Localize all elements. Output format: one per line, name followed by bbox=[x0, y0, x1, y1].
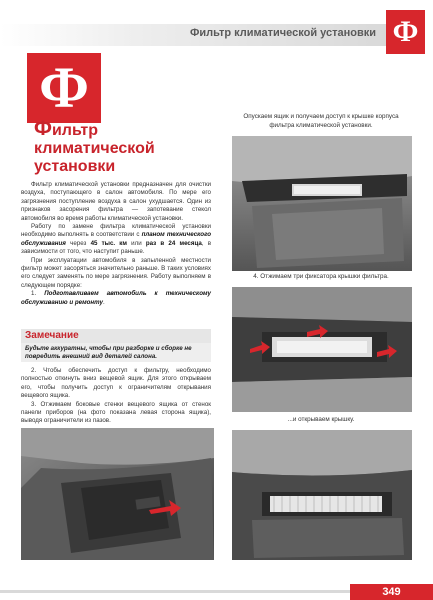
photo-filter-latches bbox=[232, 287, 412, 412]
text: . bbox=[102, 298, 105, 306]
title-first-word: ильтр bbox=[51, 122, 98, 139]
photo-glovebox-side bbox=[21, 428, 214, 560]
left-column-steps bbox=[21, 367, 211, 426]
page-number: 349 bbox=[350, 584, 433, 600]
step-3: 3. Отжимаем боковые стенки вещевого ящика от стенок панели приборов (на фото показана левая сторона ящика), выводя ограничители из пазов. bbox=[21, 400, 211, 425]
step-1 bbox=[21, 290, 211, 307]
step-number: 1. bbox=[31, 290, 45, 298]
footer-rule bbox=[0, 590, 350, 593]
step-2: 2. Чтобы обеспечить доступ к фильтру, необходимо полностью откинуть вниз вещевой ящик. Для этого открываем его, чтобы получить доступ к ограничителям открывания вещевого ящика. bbox=[21, 367, 211, 400]
logo-letter: Ф bbox=[39, 55, 89, 120]
note-text: Будьте аккуратны, чтобы при разборке и сборке не повредить внешний вид деталей салона. bbox=[21, 343, 211, 362]
paragraph-schedule bbox=[21, 223, 211, 257]
text: или bbox=[126, 239, 146, 247]
title-rest: климатической установки bbox=[34, 140, 155, 175]
note-title: Замечание bbox=[21, 329, 211, 343]
photo-illustration bbox=[21, 428, 214, 560]
caption-2: 4. Отжимаем три фиксатора крышки фильтра. bbox=[253, 273, 389, 280]
paragraph-dusty: При эксплуатации автомобиля в запыленной местности фильтр может засоряться значительно раньше. В таких условиях его следует заменять по мере загрязнения. Работу выполняем в следующем порядке: bbox=[21, 256, 211, 289]
section-title bbox=[34, 117, 214, 176]
corner-badge bbox=[386, 10, 425, 54]
photo-glovebox-lowered bbox=[232, 136, 412, 271]
section-logo bbox=[27, 53, 101, 123]
running-header-title: Фильтр климатической установки bbox=[190, 27, 376, 39]
text-bold: планом технического обслуживания bbox=[21, 231, 211, 247]
photo-illustration bbox=[232, 287, 412, 412]
text-bold: раз в 24 месяца bbox=[145, 239, 202, 247]
badge-letter: Ф bbox=[392, 15, 419, 48]
text-bold: 45 тыс. км bbox=[90, 239, 127, 247]
caption-1: Опускаем ящик и получаем доступ к крышке корпуса фильтра климатической установки. bbox=[243, 113, 399, 129]
title-cap-letter: Ф bbox=[34, 117, 52, 140]
photo-illustration bbox=[232, 430, 412, 560]
step-link-text[interactable]: Подготавливаем автомобиль к техническому обслуживанию и ремонту bbox=[21, 290, 211, 306]
paragraph-intro: Фильтр климатической установки предназначен для очистки воздуха, поступающего в салон автомобиля. По мере его загрязнения поступление воздуха в салон ухудшается. Один из признаков засорения фильтра — запотевание стекол автомобиля во время работы климатической установки. bbox=[21, 181, 211, 222]
photo-filter-cover-open bbox=[232, 430, 412, 560]
text: Работу по замене фильтра климатической установки необходимо выполнять в соответствии с bbox=[21, 223, 211, 239]
caption-3: ...и открываем крышку. bbox=[287, 416, 355, 423]
text: через bbox=[65, 239, 91, 247]
text: , в зависимости от того, что наступит раньше. bbox=[21, 239, 211, 256]
photo-illustration bbox=[232, 136, 412, 271]
left-column-intro bbox=[21, 181, 211, 307]
